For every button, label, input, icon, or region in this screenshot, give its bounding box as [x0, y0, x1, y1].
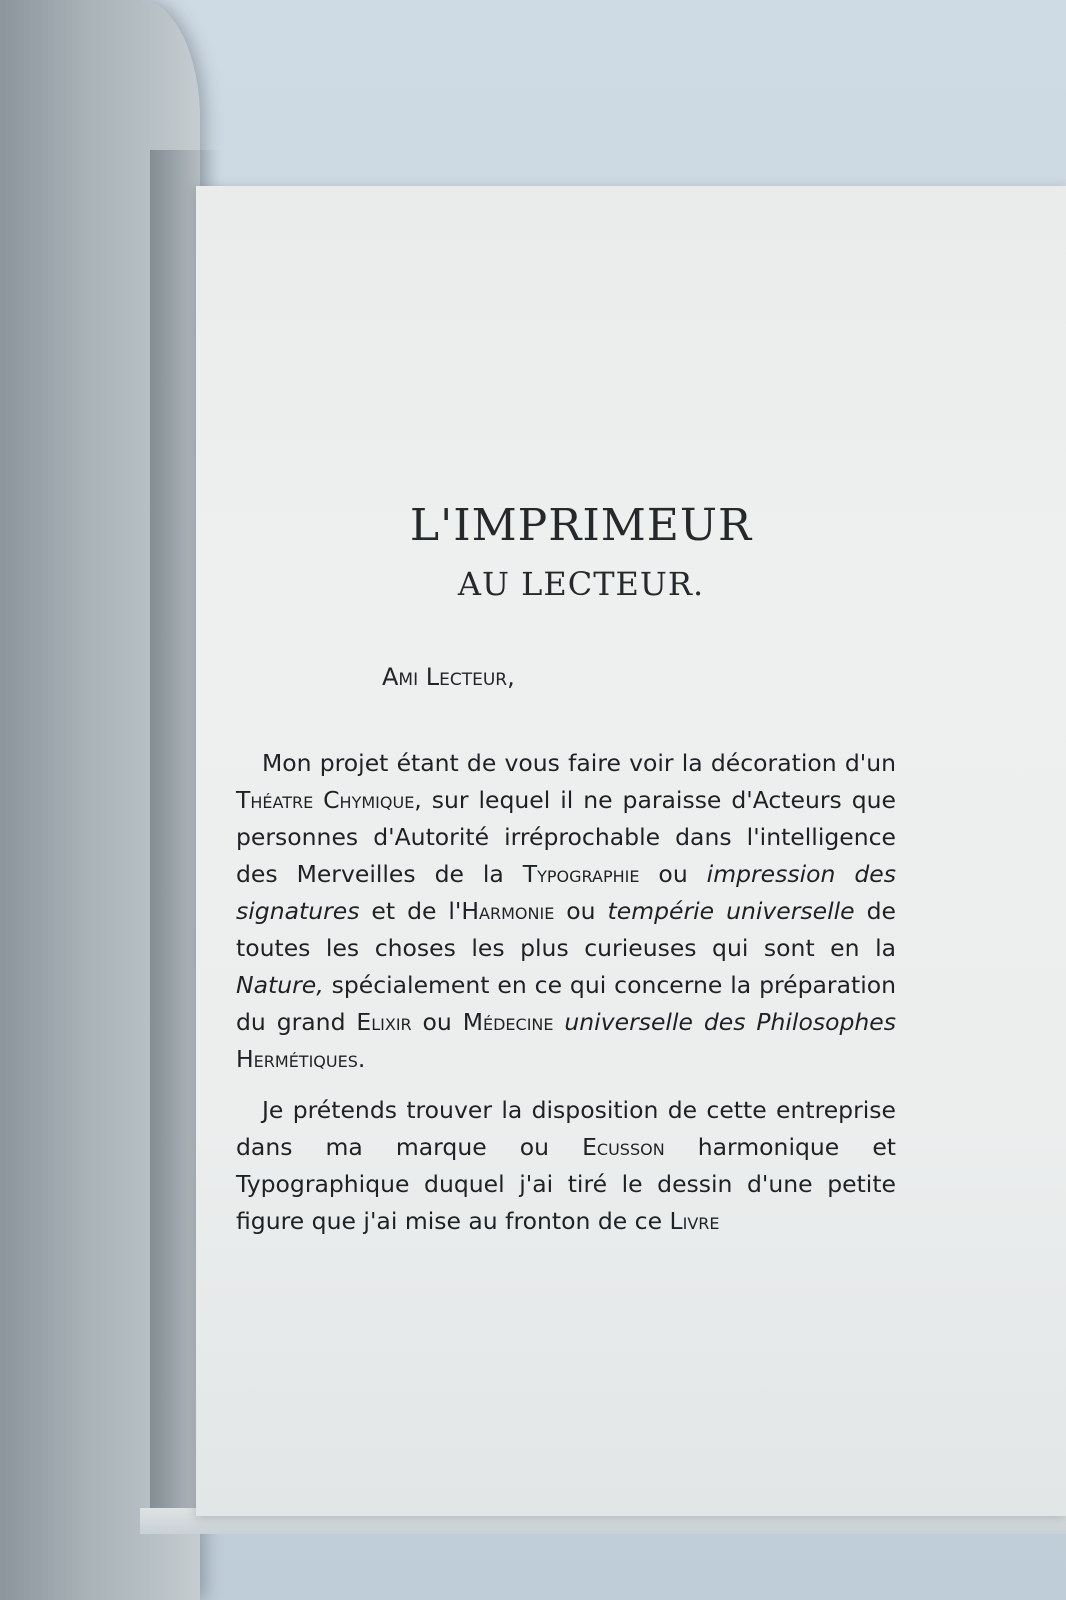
small-caps-run: Typographie: [522, 860, 640, 888]
italic-run: Nature,: [236, 971, 324, 999]
page-title: L'IMPRIMEUR: [409, 500, 753, 551]
paragraph-2: [236, 1092, 896, 1240]
text-run: et de l': [359, 897, 462, 925]
italic-run: impression des signatures: [236, 860, 896, 925]
small-caps-run: Ecusson: [582, 1133, 665, 1161]
text-run: harmonique et Typographique duquel j'ai tiré le dessin d'une petite figure que j'ai mise au fronton de ce: [236, 1133, 896, 1235]
small-caps-run: Elixir: [356, 1008, 412, 1036]
small-caps-run: Livre: [669, 1207, 720, 1235]
text-run: ou: [639, 860, 707, 888]
small-caps-run: Harmonie: [461, 897, 555, 925]
small-caps-run: Hermétiques.: [236, 1045, 366, 1073]
text-run: [554, 1008, 565, 1036]
paragraph-1: [236, 745, 896, 1078]
text-run: ou: [411, 1008, 463, 1036]
small-caps-run: Médecine: [462, 1008, 554, 1036]
page-content: [236, 500, 896, 1240]
italic-run: tempérie universelle: [607, 897, 855, 925]
salutation: Ami Lecteur,: [382, 663, 515, 691]
italic-run: universelle des Philosophes: [564, 1008, 896, 1036]
text-run: Mon projet étant de vous faire voir la décoration d'un: [262, 749, 896, 777]
text-run: ou: [554, 897, 608, 925]
text-run: de toutes les choses les plus curieuses qui sont en la: [236, 897, 896, 962]
page-subtitle: AU LECTEUR.: [457, 565, 705, 603]
text-run: Je prétends trouver la disposition de cette entreprise dans ma marque ou: [236, 1096, 896, 1161]
text-run: sur lequel il ne paraisse d'Acteurs que personnes d'Autorité irréprochable dans l'intelligence des Merveilles de la: [236, 786, 896, 888]
small-caps-run: Théatre Chymique,: [236, 786, 422, 814]
text-run: spécialement en ce qui concerne la préparation du grand: [236, 971, 896, 1036]
